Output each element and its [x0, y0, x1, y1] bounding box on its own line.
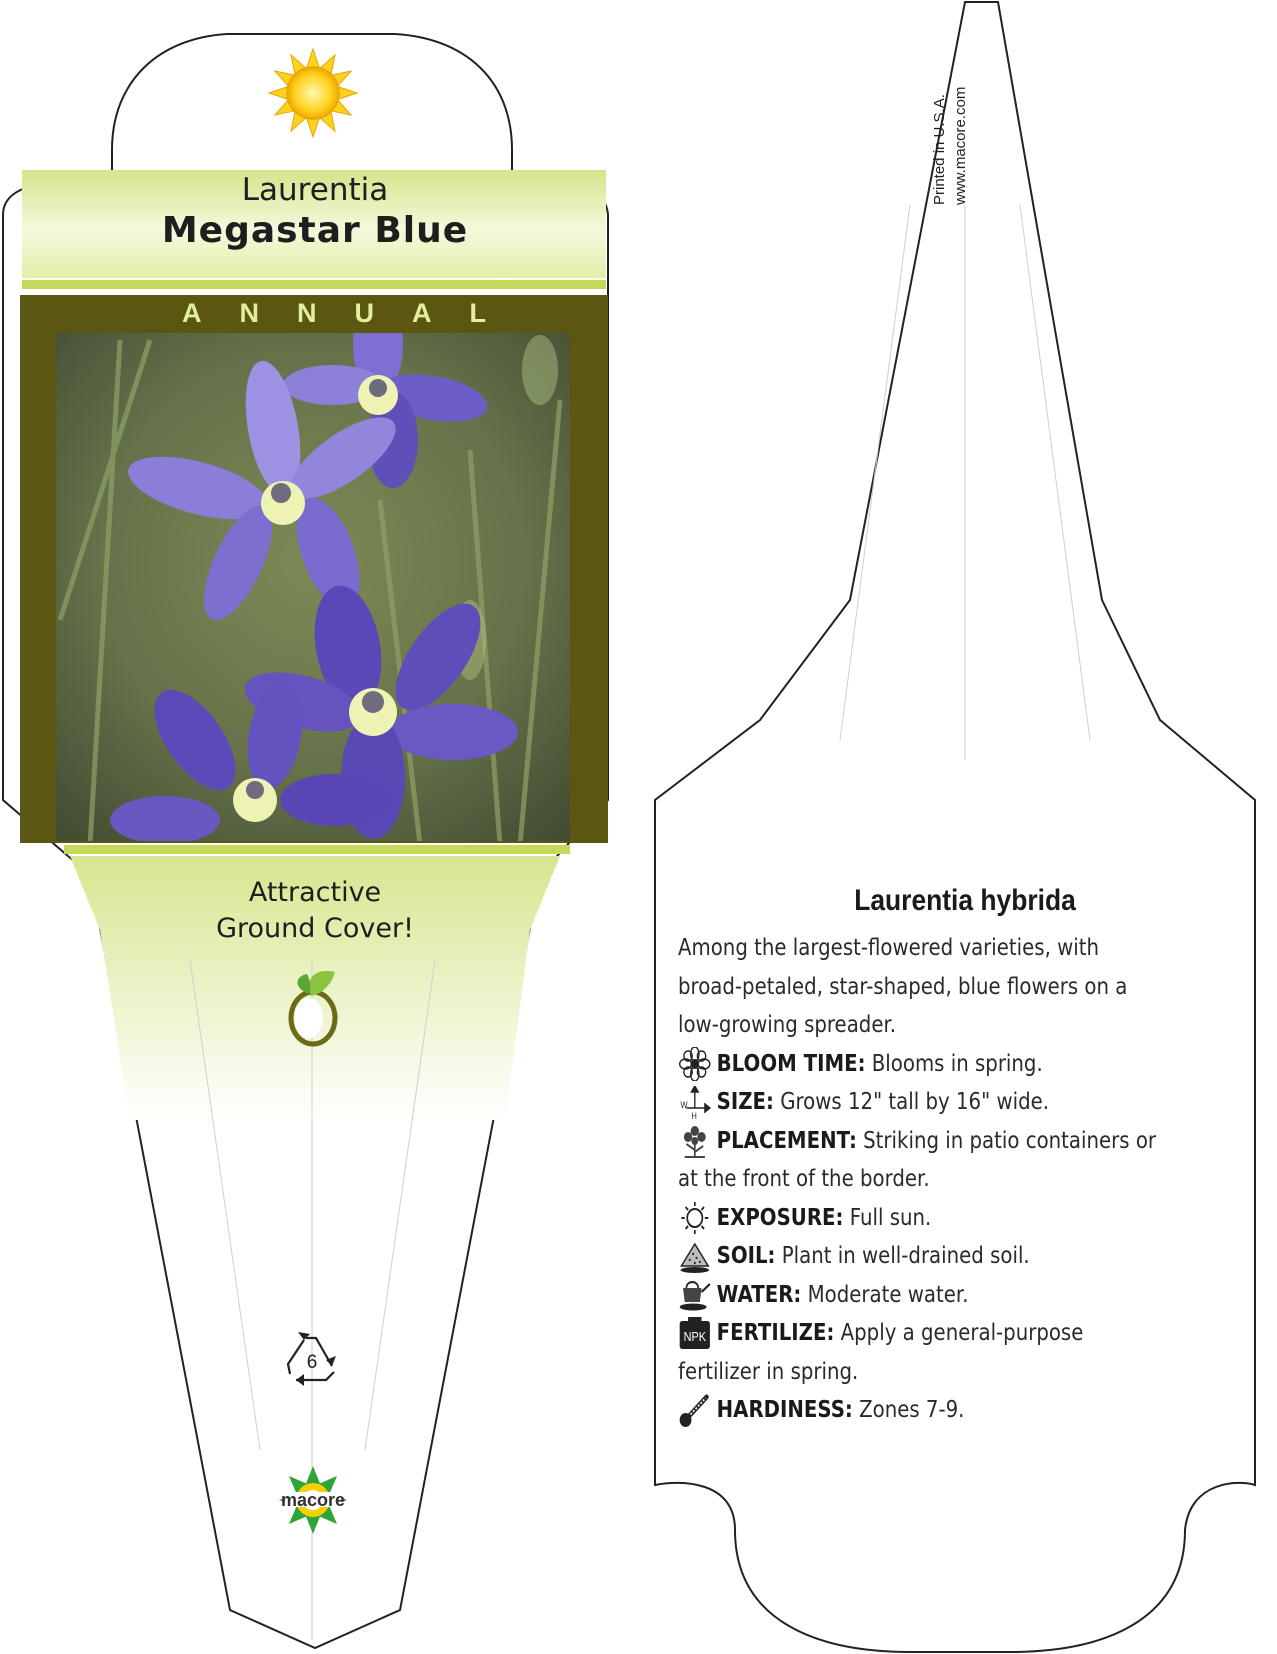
care-text: Grows 12" tall by 16" wide.: [780, 1087, 1050, 1115]
care-text: Full sun.: [849, 1202, 932, 1231]
care-fertilize: [678, 1313, 1165, 1390]
care-text: Apply a general-purpose fertilizer in spring.: [678, 1318, 1084, 1385]
website: www.macore.com: [952, 86, 969, 205]
npk-icon: [678, 1317, 712, 1351]
cultivar-name: Megastar Blue: [161, 210, 469, 251]
printed-in: Printed in U.S.A.: [931, 94, 948, 205]
flower-icon: [678, 1047, 712, 1081]
tagline: [160, 875, 470, 947]
plant-description: Among the largest-flowered varieties, with broad-petaled, star-shaped, blue flowers on a low-growing spreader.: [678, 933, 1128, 1038]
care-label: WATER:: [716, 1279, 802, 1308]
care-exposure: [678, 1198, 1165, 1237]
svg-text:NPK: NPK: [683, 1328, 707, 1344]
care-bloom-time: [678, 1044, 1165, 1083]
print-info: [931, 55, 975, 215]
care-hardiness: [678, 1390, 1165, 1429]
care-size: [678, 1082, 1165, 1121]
care-label: SOIL:: [716, 1241, 776, 1269]
care-text: Zones 7-9.: [859, 1395, 965, 1423]
care-label: HARDINESS:: [716, 1395, 853, 1423]
plant-type: ANNUAL: [182, 298, 524, 328]
sun-outline-icon: [678, 1201, 712, 1235]
care-label: FERTILIZE:: [716, 1318, 835, 1346]
soil-icon: [678, 1240, 712, 1274]
care-label: EXPOSURE:: [716, 1202, 844, 1231]
botanical-name: Laurentia hybrida: [854, 884, 1076, 917]
care-soil: [678, 1236, 1165, 1275]
care-text: Moderate water.: [807, 1279, 969, 1308]
recycle-code: 6: [306, 1352, 318, 1373]
flower-photo: [56, 295, 570, 845]
placement-icon: [678, 1124, 712, 1158]
care-info: [678, 928, 1165, 1429]
svg-text:H: H: [691, 1109, 697, 1120]
care-water: [678, 1275, 1165, 1314]
care-text: Plant in well-drained soil.: [781, 1241, 1030, 1269]
care-label: PLACEMENT:: [716, 1125, 857, 1154]
care-text: Striking in patio containers or at the front of the border.: [678, 1125, 1157, 1192]
care-label: SIZE:: [716, 1087, 774, 1115]
svg-text:W: W: [680, 1098, 688, 1110]
size-arrows-icon: [678, 1086, 712, 1120]
thermometer-icon: [678, 1394, 712, 1428]
genus-name: Laurentia: [241, 172, 389, 208]
brand-name: macore: [280, 1490, 346, 1510]
tagline-line2: Ground Cover!: [216, 913, 414, 944]
care-placement: [678, 1121, 1165, 1198]
care-text: Blooms in spring.: [871, 1048, 1043, 1077]
care-label: BLOOM TIME:: [716, 1048, 866, 1077]
watering-can-icon: [678, 1278, 712, 1312]
tagline-line1: Attractive: [248, 877, 382, 908]
